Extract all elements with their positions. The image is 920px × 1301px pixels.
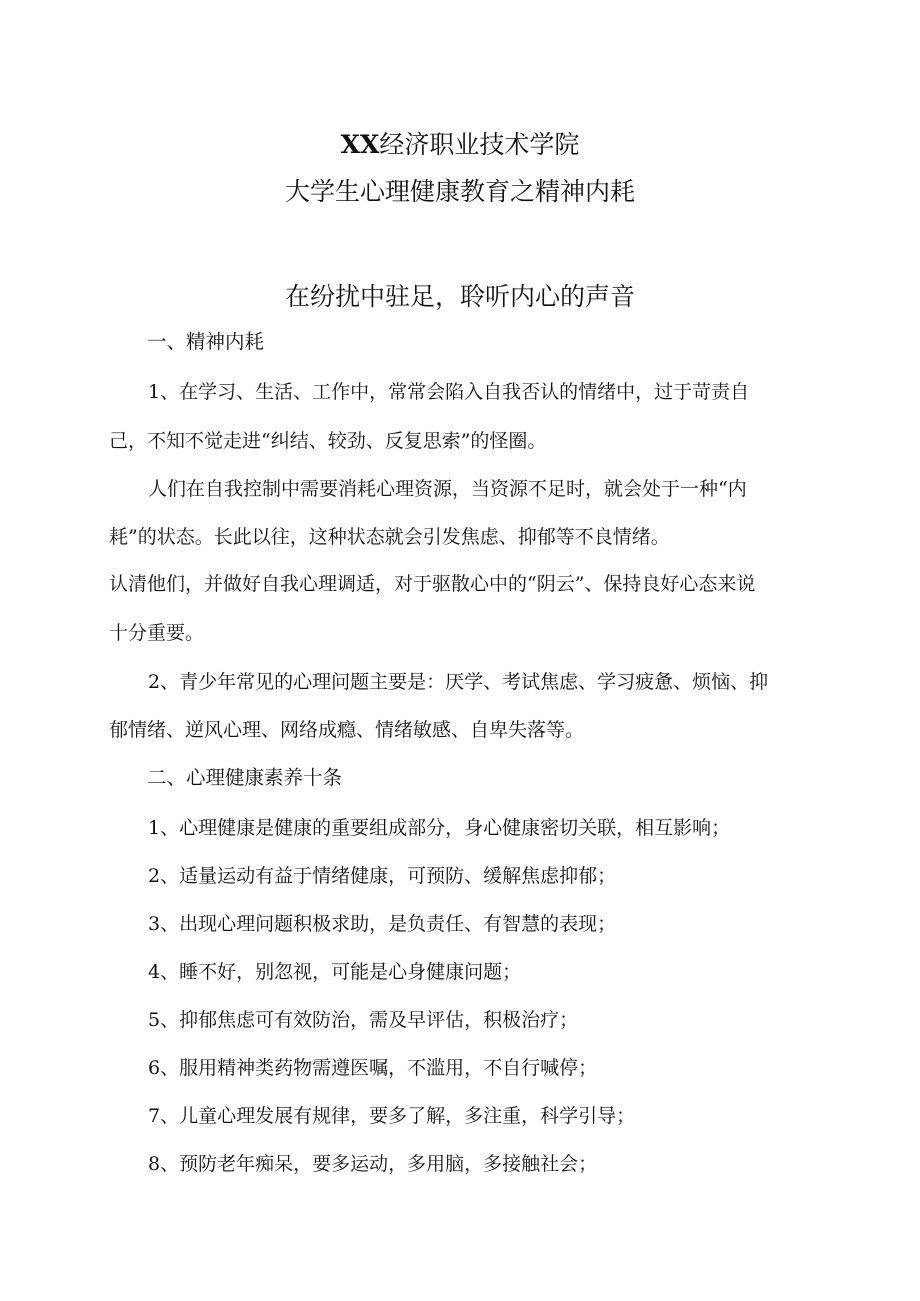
- paragraph-line: 人们在自我控制中需要消耗心理资源，当资源不足时，就会处于一种“内: [148, 478, 747, 500]
- school-name: 经济职业技术学院: [379, 130, 580, 159]
- paragraph-line: 郁情绪、逆风心理、网络成瘾、情绪敏感、自卑失落等。: [109, 719, 585, 741]
- list-item: 5、抑郁焦虑可有效防治，需及早评估，积极治疗；: [148, 1009, 579, 1031]
- list-item: 4、睡不好，别忽视，可能是心身健康问题；: [148, 961, 522, 983]
- list-item: 3、出现心理问题积极求助，是负责任、有智慧的表现；: [148, 913, 617, 935]
- paragraph-line: 耗”的状态。长此以往，这种状态就会引发焦虑、抑郁等不良情绪。: [109, 526, 670, 548]
- list-item: 8、预防老年痴呆，要多运动，多用脑，多接触社会；: [148, 1153, 598, 1175]
- school-prefix: XX: [340, 130, 380, 159]
- paragraph-line: 己，不知不觉走进“纠结、较劲、反复思索”的怪圈。: [109, 430, 547, 452]
- school-title: [0, 130, 920, 160]
- list-item: 6、服用精神类药物需遵医嘱，不滥用，不自行喊停；: [148, 1057, 598, 1079]
- list-item: 7、儿童心理发展有规律，要多了解，多注重，科学引导；: [148, 1105, 636, 1127]
- paragraph-line: 认清他们，并做好自我心理调适，对于驱散心中的“阴云”、保持良好心态来说: [109, 573, 756, 595]
- topic-title: 大学生心理健康教育之精神内耗: [284, 177, 635, 206]
- paragraph-line: 十分重要。: [109, 622, 205, 644]
- list-item: 1、心理健康是健康的重要组成部分，身心健康密切关联，相互影响；: [148, 817, 731, 839]
- paragraph-line: 1、在学习、生活、工作中，常常会陷入自我否认的情绪中，过于苛责自: [148, 381, 750, 403]
- list-item: 2、适量运动有益于情绪健康，可预防、缓解焦虑抑郁；: [148, 865, 617, 887]
- section-heading-1: 一、精神内耗: [147, 330, 265, 353]
- paragraph-line: 2、青少年常见的心理问题主要是：厌学、考试焦虑、学习疲惫、烦恼、抑: [148, 671, 769, 693]
- section-heading-2: 二、心理健康素养十条: [147, 766, 343, 789]
- document-subtitle: 在纷扰中驻足，聆听内心的声音: [284, 282, 635, 311]
